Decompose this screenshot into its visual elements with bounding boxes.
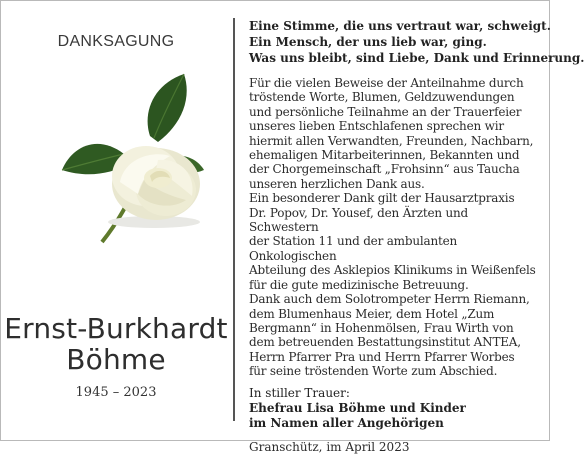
poem-line: Eine Stimme, die uns vertraut war, schweigt. (249, 19, 551, 33)
signoff-intro: In stiller Trauer: (249, 385, 350, 400)
thank-you-text: Für die vielen Beweise der Anteilnahme durch tröstende Worte, Blumen, Geldzuwendungen und persönliche Teilnahme an der Trauerfeier unseres lieben Entschlafenen sprechen wir hiermit allen Verwandten, Freunden, Nachbarn, ehemaligen Mitarbeiterinnen, Bekannten und der Chorgemeinschaft „Frohsinn“ aus Taucha unseren herzlichen Dank aus. Ein besonderer Dank gilt der Hausarztpraxis Dr. Popov, Dr. Yousef, den Ärzten und Schwestern der Station 11 und der ambulanten Onkologischen Abteilung des Asklepios Klinikums in Weißenfels für die gute medizinische Betreuung. Dank auch dem Solotrompeter Herrn Riemann, dem Blumenhaus Meier, dem Hotel „Zum Bergmann“ in Hohenmölsen, Frau Wirth von dem betreuenden Bestattungsinstitut ANTEA, Herrn Pfarrer Pra und Herrn Pfarrer Worbes für seine tröstenden Worte zum Abschied. (249, 76, 536, 379)
signoff (249, 386, 541, 431)
poem-line: Ein Mensch, der uns lieb war, ging. (249, 35, 487, 49)
life-dates: 1945 – 2023 (75, 385, 157, 400)
heading: DANKSAGUNG (57, 33, 175, 50)
deceased-name-line2: Böhme (66, 343, 166, 376)
signoff-family: Ehefrau Lisa Böhme und Kinder (249, 400, 466, 415)
place-date: Granschütz, im April 2023 (249, 439, 410, 454)
poem-line: Was uns bleibt, sind Liebe, Dank und Erinnerung. (249, 51, 584, 65)
left-column (0, 0, 232, 441)
white-rose-image (58, 72, 208, 244)
column-divider (233, 18, 235, 421)
signoff-relatives: im Namen aller Angehörigen (249, 415, 444, 430)
right-column (249, 18, 584, 455)
deceased-name-line1: Ernst-Burkhardt (4, 312, 228, 345)
poem (249, 18, 584, 66)
